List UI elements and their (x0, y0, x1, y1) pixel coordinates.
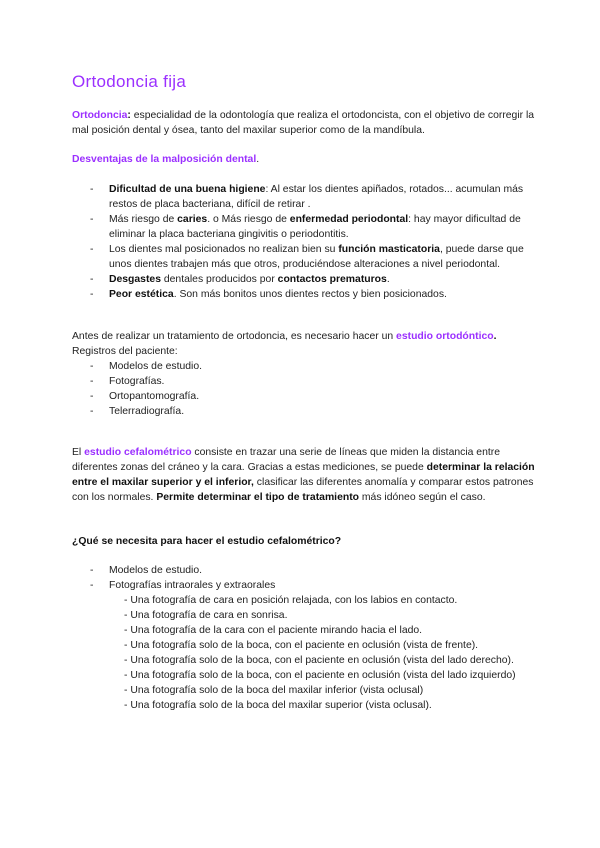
list-item: - Ortopantomografía. (90, 391, 200, 402)
question-heading: ¿Qué se necesita para hacer el estudio cefalométrico? (72, 536, 342, 547)
photo-item: - Una fotografía solo de la boca, con el paciente en oclusión (vista del lado derecho). (124, 655, 514, 666)
cephalo-paragraph: El estudio cefalométrico consiste en trazar una serie de líneas que miden la distancia entre diferentes zonas del cráneo y la cara. Gracias a estas mediciones, se puede determinar la relación entre el maxilar superior y el inferior, clasificar las diferentes anomalía y comparar estos patrones con los normales. Permite determinar el tipo de tratamiento más idóneo según el caso. (72, 447, 535, 503)
intro-text: especialidad de la odontología que realiza el ortodoncista, con el objetivo de corregir la mal posición dental y ósea, tanto del maxilar superior como de la mandíbula. (72, 110, 535, 136)
photo-item: - Una fotografía solo de la boca, con el paciente en oclusión (vista del lado izquierdo) (124, 670, 516, 681)
ortho-study-term: estudio ortodóntico (396, 331, 494, 342)
list-item: - Modelos de estudio. (90, 361, 202, 372)
list-item: - Los dientes mal posicionados no realizan bien su función masticatoria, puede darse que unos dientes trabajen más que otros, produciéndose alteraciones a nivel periodontal. (90, 244, 524, 270)
page-title: Ortodoncia fija (72, 72, 187, 91)
disadvantages-list (90, 182, 530, 302)
list-item: - Desgastes dentales producidos por contactos prematuros. (90, 274, 390, 285)
list-item: - Más riesgo de caries. o Más riesgo de enfermedad periodontal: hay mayor dificultad de eliminar la placa bacteriana gingivitis o periodontitis. (90, 214, 521, 240)
intro-colon: : (127, 110, 131, 121)
question-list (90, 563, 550, 713)
list-item: - Dificultad de una buena higiene: Al estar los dientes apiñados, rotados... acumulan más restos de placa bacteriana, difícil de retirar . (90, 184, 524, 210)
before-paragraph: Antes de realizar un tratamiento de ortodoncia, es necesario hacer un estudio ortodóntico. (72, 331, 497, 342)
photo-item: - Una fotografía de cara en posición relajada, con los labios en contacto. (124, 595, 458, 606)
list-item: - Telerradiografía. (90, 406, 185, 417)
photo-item: - Una fotografía de la cara con el paciente mirando hacia el lado. (124, 625, 423, 636)
records-label: Registros del paciente: (72, 346, 178, 357)
photo-item: - Una fotografía solo de la boca del maxilar inferior (vista oclusal) (124, 685, 424, 696)
photo-item: - Una fotografía solo de la boca, con el paciente en oclusión (vista de frente). (124, 640, 479, 651)
list-item: - Fotografías intraorales y extraorales (90, 580, 276, 591)
intro-paragraph (72, 108, 542, 138)
records-list (90, 359, 530, 419)
photo-item: - Una fotografía de cara en sonrisa. (124, 610, 288, 621)
list-item: - Fotografías. (90, 376, 165, 387)
list-item: - Peor estética. Son más bonitos unos dientes rectos y bien posicionados. (90, 289, 447, 300)
list-item: - Modelos de estudio. (90, 565, 202, 576)
photo-item: - Una fotografía solo de la boca del maxilar superior (vista oclusal). (124, 700, 432, 711)
disadvantages-heading: Desventajas de la malposición dental. (72, 154, 260, 165)
intro-term: Ortodoncia (72, 110, 128, 121)
cephalo-term: estudio cefalométrico (84, 447, 192, 458)
